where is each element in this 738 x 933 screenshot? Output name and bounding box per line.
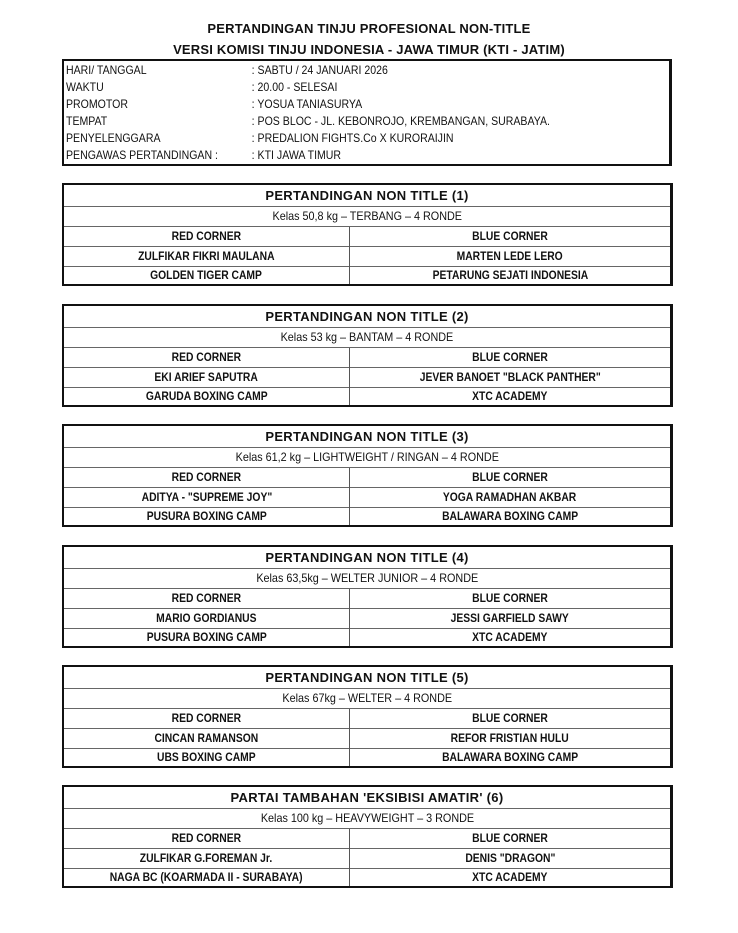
column-divider <box>349 829 350 886</box>
fighters-row <box>64 368 670 388</box>
info-label: WAKTU <box>66 80 104 94</box>
red-corner-label: RED CORNER <box>171 470 242 484</box>
blue-corner-label: BLUE CORNER <box>472 229 548 243</box>
match-weight-class: Kelas 63,5kg – WELTER JUNIOR – 4 RONDE <box>64 569 670 589</box>
red-corner-label: RED CORNER <box>171 831 242 845</box>
match-card-4 <box>62 545 673 648</box>
blue-camp: PETARUNG SEJATI INDONESIA <box>432 268 588 282</box>
match-card-2 <box>62 304 673 407</box>
red-camp: UBS BOXING CAMP <box>157 750 256 764</box>
corner-labels-row <box>64 829 670 849</box>
info-value: : POS BLOC - JL. KEBONROJO, KREMBANGAN, SURABAYA. <box>251 114 550 128</box>
event-info-box <box>62 59 672 166</box>
match-heading: PERTANDINGAN NON TITLE (4) <box>64 547 670 569</box>
info-value: : KTI JAWA TIMUR <box>251 148 342 162</box>
column-divider <box>349 468 350 525</box>
blue-fighter: REFOR FRISTIAN HULU <box>450 731 570 745</box>
red-corner-label: RED CORNER <box>171 591 242 605</box>
red-corner-label: RED CORNER <box>171 350 242 364</box>
info-value: : PREDALION FIGHTS.Co X KURORAIJIN <box>251 131 454 145</box>
camps-row <box>64 869 670 886</box>
match-card-6 <box>62 785 673 888</box>
column-divider <box>349 348 350 405</box>
blue-corner-label: BLUE CORNER <box>472 711 548 725</box>
match-heading: PERTANDINGAN NON TITLE (3) <box>64 426 670 448</box>
info-label: TEMPAT <box>66 114 108 128</box>
match-weight-class: Kelas 100 kg – HEAVYWEIGHT – 3 RONDE <box>64 809 670 829</box>
red-camp: PUSURA BOXING CAMP <box>146 630 267 644</box>
match-weight-class: Kelas 50,8 kg – TERBANG – 4 RONDE <box>64 207 670 227</box>
info-value: : SABTU / 24 JANUARI 2026 <box>251 63 388 77</box>
corner-labels-row <box>64 589 670 609</box>
fighters-row <box>64 609 670 629</box>
fighters-row <box>64 488 670 508</box>
blue-camp: BALAWARA BOXING CAMP <box>441 509 579 523</box>
match-card-1 <box>62 183 673 286</box>
match-card-3 <box>62 424 673 527</box>
red-fighter: MARIO GORDIANUS <box>156 611 257 625</box>
match-heading: PERTANDINGAN NON TITLE (5) <box>64 667 670 689</box>
corner-labels-row <box>64 468 670 488</box>
red-fighter: CINCAN RAMANSON <box>154 731 259 745</box>
info-value: : 20.00 - SELESAI <box>251 80 338 94</box>
red-fighter: ZULFIKAR G.FOREMAN Jr. <box>140 851 273 865</box>
red-corner-label: RED CORNER <box>171 229 242 243</box>
match-heading: PERTANDINGAN NON TITLE (1) <box>64 185 670 207</box>
red-camp: GARUDA BOXING CAMP <box>145 389 268 403</box>
blue-fighter: MARTEN LEDE LERO <box>456 249 564 263</box>
blue-fighter: YOGA RAMADHAN AKBAR <box>443 490 577 504</box>
document-title: PERTANDINGAN TINJU PROFESIONAL NON-TITLE <box>207 21 531 36</box>
match-heading: PARTAI TAMBAHAN 'EKSIBISI AMATIR' (6) <box>64 787 670 809</box>
blue-camp: XTC ACADEMY <box>472 630 548 644</box>
match-heading: PERTANDINGAN NON TITLE (2) <box>64 306 670 328</box>
info-value: : YOSUA TANIASURYA <box>251 97 363 111</box>
blue-fighter: DENIS "DRAGON" <box>464 851 556 865</box>
blue-corner-label: BLUE CORNER <box>472 831 548 845</box>
red-camp: PUSURA BOXING CAMP <box>146 509 267 523</box>
corner-labels-row <box>64 709 670 729</box>
blue-fighter: JESSI GARFIELD SAWY <box>450 611 570 625</box>
camps-row <box>64 508 670 525</box>
blue-camp: XTC ACADEMY <box>472 870 548 884</box>
info-label: PENGAWAS PERTANDINGAN : <box>66 148 218 162</box>
column-divider <box>349 709 350 766</box>
camps-row <box>64 749 670 766</box>
red-camp: NAGA BC (KOARMADA II - SURABAYA) <box>110 870 303 884</box>
red-fighter: EKI ARIEF SAPUTRA <box>154 370 259 384</box>
red-fighter: ADITYA - "SUPREME JOY" <box>141 490 272 504</box>
blue-fighter: JEVER BANOET "BLACK PANTHER" <box>419 370 601 384</box>
camps-row <box>64 267 670 284</box>
blue-corner-label: BLUE CORNER <box>472 591 548 605</box>
info-label: PENYELENGGARA <box>66 131 161 145</box>
info-label: PROMOTOR <box>66 97 128 111</box>
match-card-5 <box>62 665 673 768</box>
column-divider <box>349 227 350 284</box>
match-weight-class: Kelas 67kg – WELTER – 4 RONDE <box>64 689 670 709</box>
fighters-row <box>64 247 670 267</box>
document-subtitle: VERSI KOMISI TINJU INDONESIA - JAWA TIMUR (KTI - JATIM) <box>173 42 565 57</box>
blue-corner-label: BLUE CORNER <box>472 470 548 484</box>
camps-row <box>64 388 670 405</box>
red-fighter: ZULFIKAR FIKRI MAULANA <box>138 249 275 263</box>
corner-labels-row <box>64 227 670 247</box>
match-weight-class: Kelas 61,2 kg – LIGHTWEIGHT / RINGAN – 4 RONDE <box>64 448 670 468</box>
match-weight-class: Kelas 53 kg – BANTAM – 4 RONDE <box>64 328 670 348</box>
red-corner-label: RED CORNER <box>171 711 242 725</box>
camps-row <box>64 629 670 646</box>
fighters-row <box>64 729 670 749</box>
corner-labels-row <box>64 348 670 368</box>
blue-camp: XTC ACADEMY <box>472 389 548 403</box>
column-divider <box>349 589 350 646</box>
fighters-row <box>64 849 670 869</box>
info-label: HARI/ TANGGAL <box>66 63 147 77</box>
blue-camp: BALAWARA BOXING CAMP <box>441 750 579 764</box>
blue-corner-label: BLUE CORNER <box>472 350 548 364</box>
red-camp: GOLDEN TIGER CAMP <box>150 268 263 282</box>
